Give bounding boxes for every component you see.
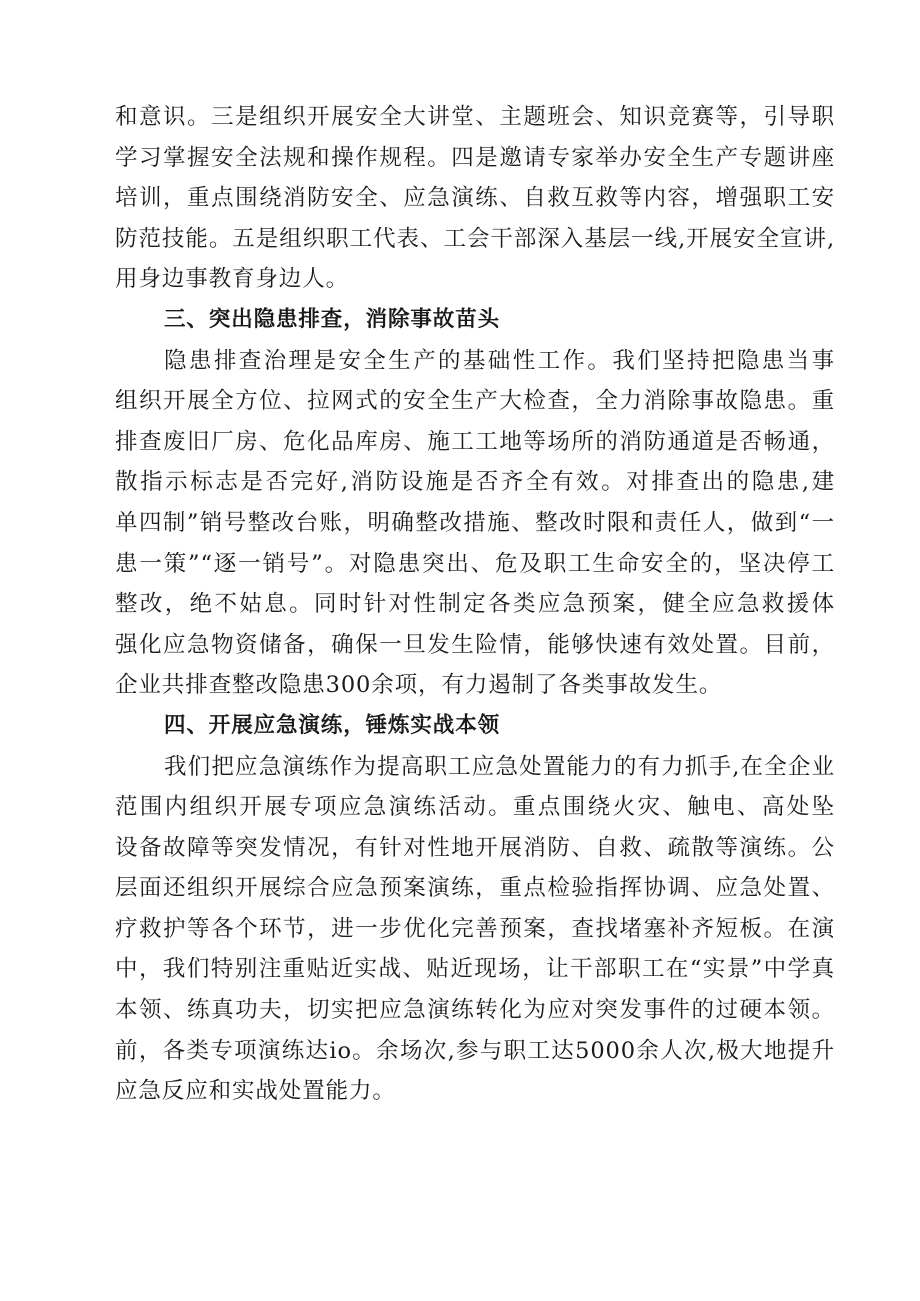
paragraph-hazard-inspection — [115, 341, 835, 706]
text-line: 疗救护等各个环节，进一步优化完善预案，查找堵塞补齐短板。在演 — [115, 915, 835, 942]
text-line: 散指示标志是否完好,消防设施是否齐全有效。对排查出的隐患,建 — [115, 469, 835, 496]
text-line: 防范技能。五是组织职工代表、工会干部深入基层一线,开展安全宣讲, — [115, 225, 835, 252]
text-line: 范围内组织开展专项应急演练活动。重点围绕火灾、触电、高处坠 — [115, 794, 835, 821]
text-line: 层面还组织开展综合应急预案演练，重点检验指挥协调、应急处置、 — [115, 875, 835, 902]
text-line: 整改，绝不姑息。同时针对性制定各类应急预案，健全应急救援体 — [115, 591, 835, 618]
text-line: 培训，重点围绕消防安全、应急演练、自救互救等内容，增强职工安 — [115, 185, 835, 212]
text-line: 患一策”“逐一销号”。对隐患突出、危及职工生命安全的，坚决停工 — [115, 550, 835, 577]
text-line: 前，各类专项演练达io。余场次,参与职工达5000余人次,极大地提升 — [115, 1037, 835, 1064]
text-line: 单四制”销号整改台账，明确整改措施、整改时限和责任人，做到“一 — [115, 509, 835, 536]
text-line: 本领、练真功夫，切实把应急演练转化为应对突发事件的过硬本领。 — [115, 997, 835, 1024]
text-line: 学习掌握安全法规和操作规程。四是邀请专家举办安全生产专题讲座 — [115, 144, 835, 171]
text-line: 组织开展全方位、拉网式的安全生产大检查，全力消除事故隐患。重 — [115, 388, 835, 415]
text-line: 我们把应急演练作为提高职工应急处置能力的有力抓手,在全企业 — [164, 753, 835, 780]
section-heading-emergency-drill: 四、开展应急演练，锤炼实战本领 — [164, 712, 501, 738]
text-line: 应急反应和实战处置能力。 — [115, 1078, 396, 1105]
text-line: 中，我们特别注重贴近实战、贴近现场，让干部职工在“实景”中学真 — [115, 956, 835, 983]
document-body — [115, 97, 835, 1112]
text-line: 强化应急物资储备，确保一旦发生险情，能够快速有效处置。目前， — [115, 631, 835, 658]
paragraph-safety-training — [115, 97, 835, 300]
section-heading-hazard-inspection: 三、突出隐患排查，消除事故苗头 — [164, 306, 501, 332]
paragraph-emergency-drill — [115, 747, 835, 1112]
text-line: 隐患排查治理是安全生产的基础性工作。我们坚持把隐患当事 — [164, 347, 835, 374]
text-line: 用身边事教育身边人。 — [115, 266, 350, 293]
text-line: 排查废旧厂房、危化品库房、施工工地等场所的消防通道是否畅通， — [115, 428, 835, 455]
text-line: 企业共排查整改隐患300余项，有力遏制了各类事故发生。 — [115, 672, 723, 699]
text-line: 和意识。三是组织开展安全大讲堂、主题班会、知识竞赛等，引导职 — [115, 104, 835, 130]
text-line: 设备故障等突发情况，有针对性地开展消防、自救、疏散等演练。公 — [115, 834, 835, 861]
